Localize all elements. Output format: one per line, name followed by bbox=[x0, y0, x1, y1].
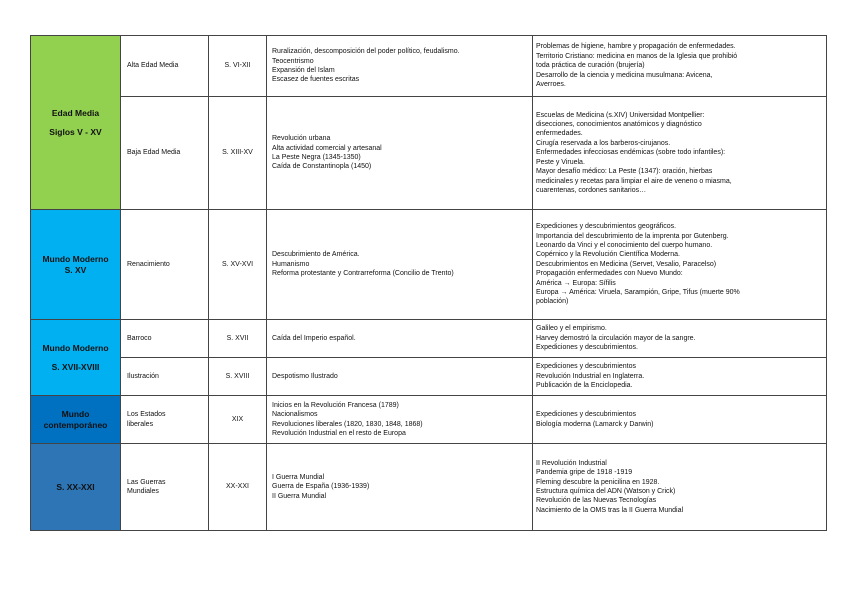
fact-line: medicinales y recetas para limpiar el aire de veneno o miasma, bbox=[536, 177, 732, 185]
event-line: I Guerra Mundial bbox=[272, 473, 325, 481]
period-cell bbox=[121, 396, 209, 444]
period-cell: Renacimiento bbox=[121, 210, 209, 320]
fact-line: Harvey demostró la circulación mayor de la sangre. bbox=[536, 334, 696, 342]
event-line: La Peste Negra (1345-1350) bbox=[272, 154, 361, 161]
history-table bbox=[30, 35, 827, 531]
century-cell: XIX bbox=[209, 396, 267, 444]
event-line: Reforma protestante y Contrarreforma (Concilio de Trento) bbox=[272, 270, 454, 278]
fact-line: Estructura química del ADN (Watson y Crick) bbox=[536, 488, 676, 495]
century-cell: XX-XXI bbox=[209, 444, 267, 531]
event-line: Inicios en la Revolución Francesa (1789) bbox=[272, 401, 399, 409]
fact-line: Galileo y el empirismo. bbox=[536, 325, 607, 333]
event-line: Escasez de fuentes escritas bbox=[272, 76, 360, 84]
era-cell-mundo-moderno-xv bbox=[31, 210, 121, 320]
facts-cell bbox=[533, 358, 827, 396]
era-cell-mundo-contemporaneo bbox=[31, 396, 121, 444]
fact-line: Revolución de las Nuevas Tecnologías bbox=[536, 497, 657, 505]
fact-line: Expediciones y descubrimientos. bbox=[536, 344, 638, 352]
fact-line: Enfermedades infecciosas endémicas (sobre todo infantiles): bbox=[536, 149, 726, 157]
event-line: Revolución urbana bbox=[272, 135, 331, 143]
fact-line: Pandemia gripe de 1918 -1919 bbox=[536, 469, 633, 477]
table-row bbox=[31, 358, 827, 396]
event-line: Revoluciones liberales (1820, 1830, 1848, 1868) bbox=[272, 420, 423, 428]
table-row bbox=[31, 444, 827, 531]
table-row bbox=[31, 36, 827, 97]
era-subtitle: S. XVII-XVIII bbox=[51, 361, 100, 372]
era-cell-edad-media bbox=[31, 36, 121, 210]
fact-line: Problemas de higiene, hambre y propagación de enfermedades. bbox=[536, 43, 736, 51]
event-line: Humanismo bbox=[272, 260, 310, 268]
event-line: Caída de Constantinopla (1450) bbox=[272, 163, 372, 171]
period-line: Mundiales bbox=[127, 488, 159, 495]
era-title: S. XX-XXI bbox=[56, 481, 95, 492]
era-cell-mundo-moderno-xvii bbox=[31, 320, 121, 396]
fact-line: Territorio Cristiano: medicina en manos de la Iglesia que prohibió bbox=[536, 52, 738, 60]
fact-line: Escuelas de Medicina (s.XIV) Universidad Montpellier: bbox=[536, 111, 705, 119]
event-line: Nacionalismos bbox=[272, 411, 318, 419]
fact-line: cuarentenas, cordones sanitarios… bbox=[536, 186, 647, 194]
period-cell: Alta Edad Media bbox=[121, 36, 209, 97]
era-title: Mundo Moderno bbox=[42, 253, 109, 264]
era-title: Mundo contemporáneo bbox=[43, 408, 108, 430]
fact-line: Copérnico y la Revolución Científica Moderna. bbox=[536, 251, 680, 259]
period-line: Las Guerras bbox=[127, 478, 166, 486]
period-cell: Ilustración bbox=[121, 358, 209, 396]
events-cell bbox=[267, 358, 533, 396]
fact-line: Leonardo da Vinci y el conocimiento del cuerpo humano. bbox=[536, 241, 713, 249]
facts-cell bbox=[533, 36, 827, 97]
fact-line: Expediciones y descubrimientos geográficos. bbox=[536, 223, 677, 231]
fact-line: Expediciones y descubrimientos bbox=[536, 411, 636, 419]
event-line: Alta actividad comercial y artesanal bbox=[272, 144, 382, 152]
fact-line: disecciones, conocimientos anatómicos y diagnóstico bbox=[536, 121, 702, 129]
fact-line: Europa → América: Viruela, Sarampión, Gripe, Tifus (muerte 90% bbox=[536, 289, 740, 297]
fact-line: toda práctica de curación (brujería) bbox=[536, 62, 645, 70]
event-line: Caída del Imperio español. bbox=[272, 334, 356, 342]
period-cell: Barroco bbox=[121, 320, 209, 358]
fact-line: Revolución Industrial en Inglaterra. bbox=[536, 372, 645, 380]
period-line: liberales bbox=[127, 420, 154, 428]
fact-line: Publicación de la Enciclopedia. bbox=[536, 382, 633, 390]
period-line: Los Estados bbox=[127, 411, 166, 419]
era-title: Edad Media bbox=[51, 107, 100, 118]
event-line: Guerra de España (1936-1939) bbox=[272, 483, 370, 491]
table-row bbox=[31, 97, 827, 210]
era-subtitle: Siglos V - XV bbox=[49, 126, 102, 137]
fact-line: Fleming descubre la penicilina en 1928. bbox=[536, 478, 660, 486]
era-subtitle: S. XV bbox=[64, 264, 87, 275]
century-cell: S. XIII-XV bbox=[209, 97, 267, 210]
period-cell: Baja Edad Media bbox=[121, 97, 209, 210]
fact-line: II Revolución Industrial bbox=[536, 459, 607, 467]
fact-line: Descubrimientos en Medicina (Servet, Vesalio, Paracelso) bbox=[536, 260, 717, 268]
fact-line: Cirugía reservada a los barberos-cirujanos. bbox=[536, 139, 671, 147]
fact-line: Nacimiento de la OMS tras la II Guerra Mundial bbox=[536, 506, 684, 514]
fact-line: América → Europa: Sífilis bbox=[536, 279, 616, 287]
fact-line: enfermedades. bbox=[536, 130, 583, 138]
facts-cell bbox=[533, 444, 827, 531]
events-cell bbox=[267, 210, 533, 320]
fact-line: Averroes. bbox=[536, 81, 566, 89]
event-line: Expansión del Islam bbox=[272, 67, 335, 74]
table-row bbox=[31, 320, 827, 358]
facts-cell bbox=[533, 210, 827, 320]
event-line: Descubrimiento de América. bbox=[272, 251, 360, 259]
era-cell-s-xx-xxi bbox=[31, 444, 121, 531]
facts-cell bbox=[533, 320, 827, 358]
fact-line: Biología moderna (Lamarck y Darwin) bbox=[536, 420, 654, 428]
century-cell: S. XVIII bbox=[209, 358, 267, 396]
period-cell bbox=[121, 444, 209, 531]
facts-cell bbox=[533, 396, 827, 444]
event-line: II Guerra Mundial bbox=[272, 492, 327, 500]
century-cell: S. XV-XVI bbox=[209, 210, 267, 320]
events-cell bbox=[267, 396, 533, 444]
fact-line: Desarrollo de la ciencia y medicina musulmana: Avicena, bbox=[536, 71, 713, 79]
table-row bbox=[31, 210, 827, 320]
event-line: Despotismo Ilustrado bbox=[272, 372, 338, 380]
fact-line: Peste y Viruela. bbox=[536, 158, 585, 166]
events-cell bbox=[267, 320, 533, 358]
events-cell bbox=[267, 444, 533, 531]
table-row bbox=[31, 396, 827, 444]
fact-line: Propagación enfermedades con Nuevo Mundo: bbox=[536, 270, 683, 278]
century-cell: S. XVII bbox=[209, 320, 267, 358]
event-line: Teocentrismo bbox=[272, 57, 314, 65]
fact-line: Mayor desafío médico: La Peste (1347): oración, hierbas bbox=[536, 168, 713, 176]
fact-line: población) bbox=[536, 298, 569, 306]
fact-line: Expediciones y descubrimientos bbox=[536, 363, 636, 371]
fact-line: Importancia del descubrimiento de la imprenta por Gutenberg. bbox=[536, 232, 729, 240]
events-cell bbox=[267, 36, 533, 97]
event-line: Ruralización, descomposición del poder político, feudalismo. bbox=[272, 48, 460, 56]
century-cell: S. VI-XII bbox=[209, 36, 267, 97]
era-title: Mundo Moderno bbox=[42, 342, 109, 353]
events-cell bbox=[267, 97, 533, 210]
event-line: Revolución Industrial en el resto de Europa bbox=[272, 429, 406, 437]
facts-cell bbox=[533, 97, 827, 210]
